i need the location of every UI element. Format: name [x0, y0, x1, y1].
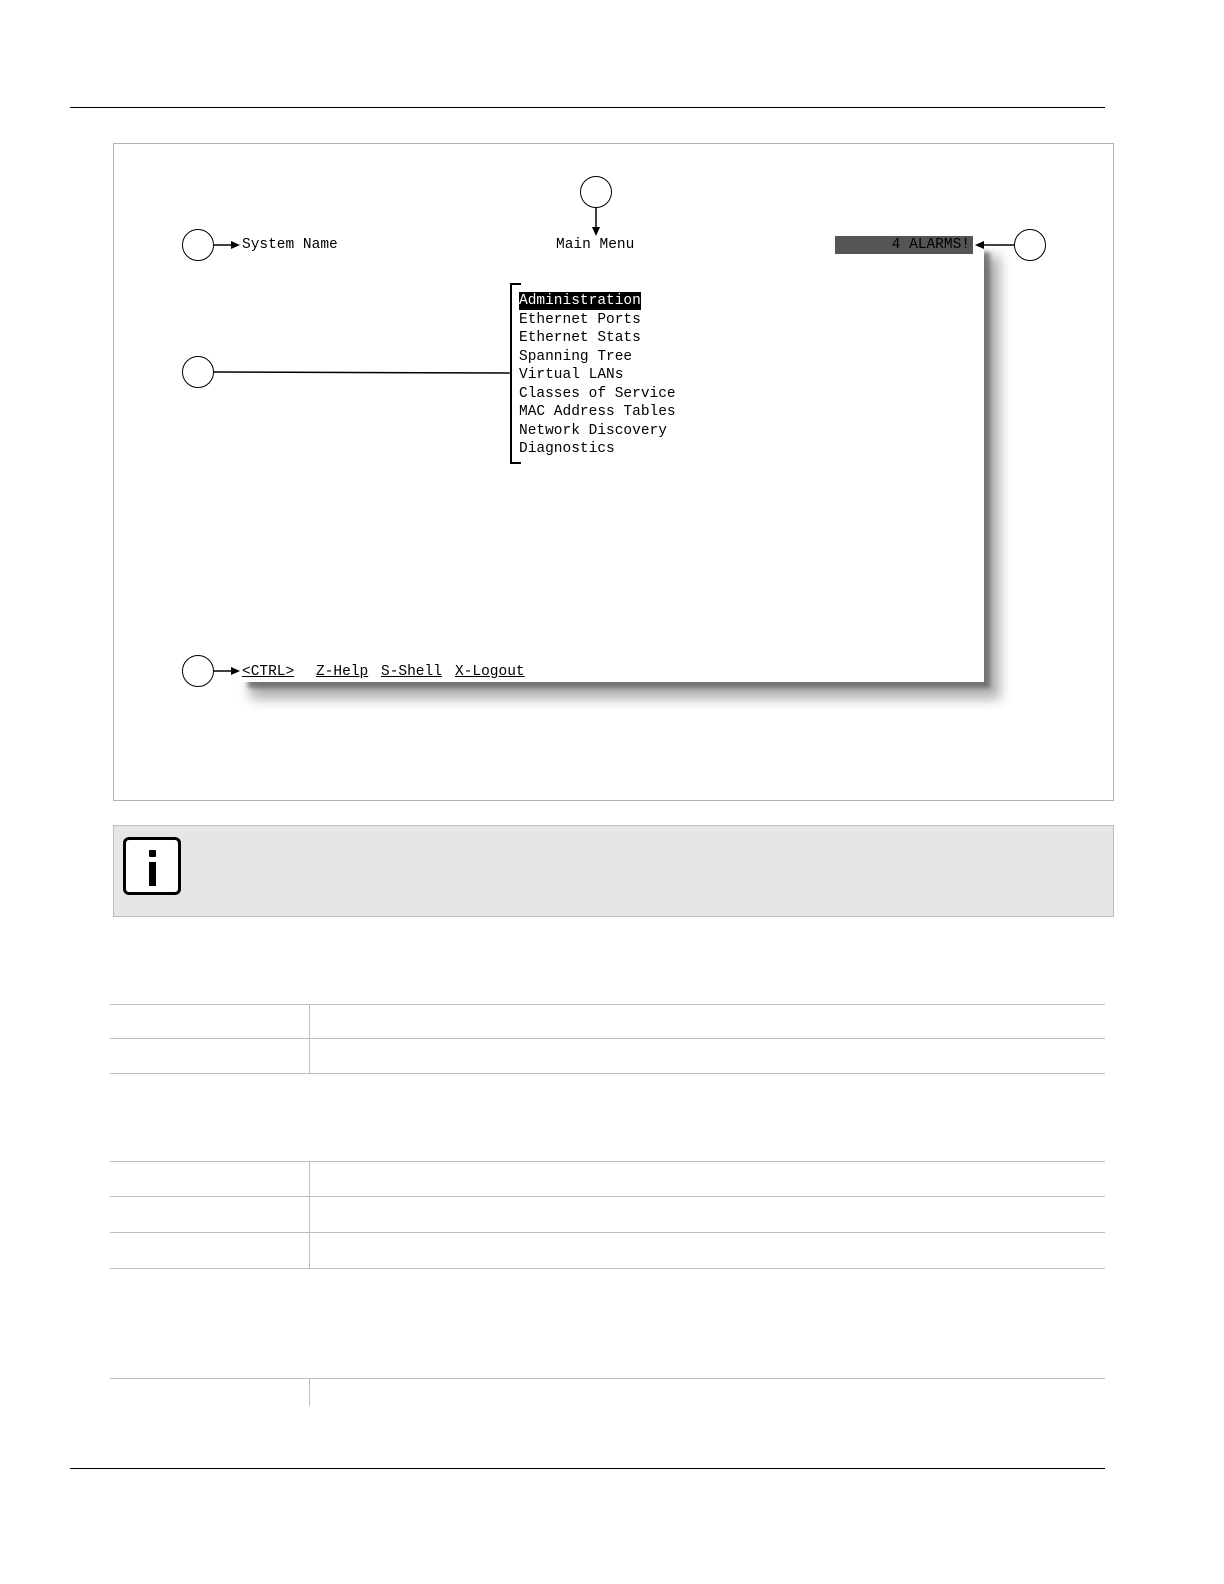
system-name: System Name [242, 237, 338, 253]
menu-item-administration[interactable]: Administration [519, 293, 641, 309]
footer-rule [70, 1468, 1105, 1469]
table-3 [110, 1378, 1105, 1406]
shell-hotkey[interactable]: S-Shell [381, 664, 442, 680]
table-row [110, 1378, 1105, 1406]
menu-item-mac-address-tables[interactable]: MAC Address Tables [519, 404, 676, 420]
table-2 [110, 1161, 1105, 1269]
table-row [110, 1233, 1105, 1269]
menu-item-spanning-tree[interactable]: Spanning Tree [519, 348, 633, 365]
menu-item-diagnostics[interactable]: Diagnostics [519, 441, 615, 457]
menu-item-virtual-lans[interactable]: Virtual LANs [519, 367, 624, 383]
help-hotkey[interactable]: Z-Help [316, 664, 369, 680]
table-row [110, 1004, 1105, 1039]
logout-hotkey[interactable]: X-Logout [455, 664, 525, 680]
table-row [110, 1039, 1105, 1074]
table-row [110, 1197, 1105, 1233]
table-row [110, 1161, 1105, 1197]
ctrl-key: <CTRL> [242, 664, 295, 680]
menu-title: Main Menu [556, 237, 635, 253]
menu-item-ethernet-stats[interactable]: Ethernet Stats [519, 330, 641, 346]
menu-item-classes-of-service[interactable]: Classes of Service [519, 385, 676, 402]
menu-item-network-discovery[interactable]: Network Discovery [519, 422, 667, 439]
table-1 [110, 1004, 1105, 1074]
note-box [113, 825, 1114, 917]
menu-item-ethernet-ports[interactable]: Ethernet Ports [519, 311, 641, 328]
info-icon [123, 837, 181, 895]
alarm-text: 4 ALARMS! [891, 237, 970, 253]
